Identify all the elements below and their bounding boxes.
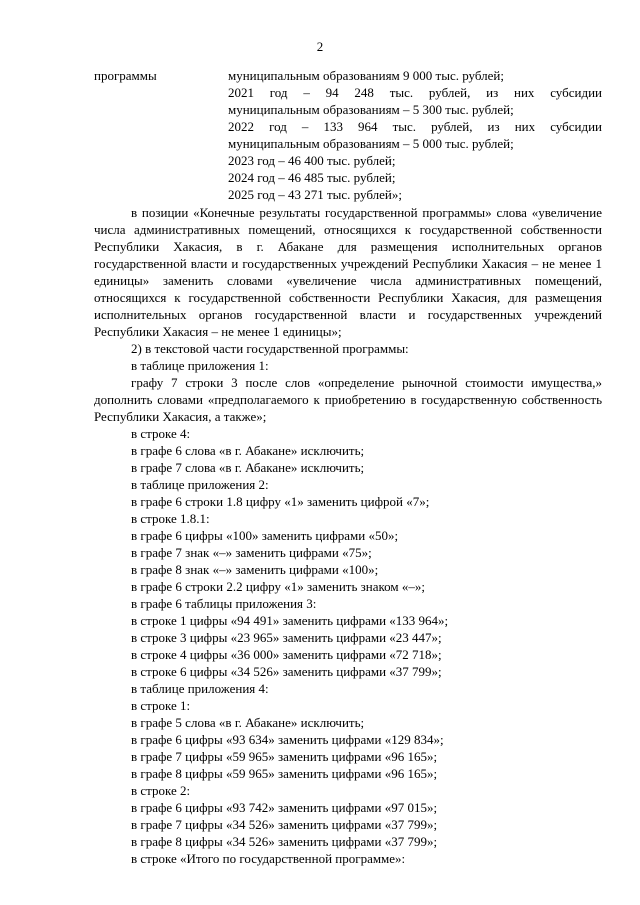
list-item: 2) в текстовой части государственной программы: (131, 341, 409, 356)
funding-line: муниципальным образованиям 9 000 тыс. рублей; (228, 68, 504, 83)
list-item: в графе 7 цифры «34 526» заменить цифрами «37 799»; (131, 817, 438, 832)
list-item: в графе 6 таблицы приложения 3: (131, 596, 317, 611)
list-item: в графе 6 строки 1.8 цифру «1» заменить цифрой «7»; (131, 494, 430, 509)
funding-line: 2023 год – 46 400 тыс. рублей; (228, 153, 396, 168)
document-body (94, 204, 602, 867)
funding-line: 2021 год – 94 248 тыс. рублей, из них субсидии (228, 85, 602, 100)
list-item: в строке 1 цифры «94 491» заменить цифрами «133 964»; (131, 613, 449, 628)
section-label: программы (94, 68, 157, 83)
funding-line: муниципальным образованиям – 5 300 тыс. рублей; (228, 102, 514, 117)
list-item: в строке 2: (131, 783, 191, 798)
list-item: в строке 1: (131, 698, 191, 713)
list-item: в графе 6 цифры «100» заменить цифрами «50»; (131, 528, 399, 543)
list-item: в строке 6 цифры «34 526» заменить цифрами «37 799»; (131, 664, 442, 679)
list-item: в графе 5 слова «в г. Абакане» исключить; (131, 715, 365, 730)
paragraph-column-7: графу 7 строки 3 после слов «определение рыночной стоимости имущества,» дополнить словами «предполагаемого к приобретению в государственную собственность Республики Хакасия, а также»; (94, 375, 602, 424)
list-item: в строке 4: (131, 426, 191, 441)
list-item: в графе 8 цифры «59 965» заменить цифрами «96 165»; (131, 766, 438, 781)
list-item: в графе 6 слова «в г. Абакане» исключить; (131, 443, 365, 458)
list-item: в графе 8 цифры «34 526» заменить цифрами «37 799»; (131, 834, 438, 849)
list-item: в графе 6 строки 2.2 цифру «1» заменить знаком «–»; (131, 579, 426, 594)
list-item: в графе 6 цифры «93 742» заменить цифрами «97 015»; (131, 800, 438, 815)
list-item: в таблице приложения 2: (131, 477, 269, 492)
list-item: в строке 3 цифры «23 965» заменить цифрами «23 447»; (131, 630, 442, 645)
list-item: в строке «Итого по государственной программе»: (131, 851, 406, 866)
list-item: в таблице приложения 1: (131, 358, 269, 373)
funding-line: 2025 год – 43 271 тыс. рублей»; (228, 187, 402, 202)
list-item: в строке 4 цифры «36 000» заменить цифрами «72 718»; (131, 647, 442, 662)
page-number: 2 (316, 39, 324, 54)
list-item: в таблице приложения 4: (131, 681, 269, 696)
funding-line: 2022 год – 133 964 тыс. рублей, из них субсидии (228, 119, 602, 134)
funding-line: 2024 год – 46 485 тыс. рублей; (228, 170, 396, 185)
list-item: в графе 8 знак «–» заменить цифрами «100»; (131, 562, 379, 577)
paragraph-final-results: в позиции «Конечные результаты государственной программы» слова «увеличение числа административных помещений, относящихся к государственной собственности Республики Хакасия, в г. Абакане для размещения исполнительных органов государственной власти и государственных учреждений Республики Хакасия – не менее 1 единицы» заменить словами «увеличение числа административных помещений, относящихся к государственной собственности Республики Хакасия, для размещения исполнительных органов государственной власти и государственных учреждений Республики Хакасия – не менее 1 единицы»; (94, 205, 602, 339)
funding-line: муниципальным образованиям – 5 000 тыс. рублей; (228, 136, 514, 151)
funding-column (228, 67, 602, 203)
list-item: в графе 6 цифры «93 634» заменить цифрами «129 834»; (131, 732, 444, 747)
list-item: в графе 7 знак «–» заменить цифрами «75»; (131, 545, 372, 560)
list-item: в строке 1.8.1: (131, 511, 210, 526)
list-item: в графе 7 слова «в г. Абакане» исключить; (131, 460, 365, 475)
list-item: в графе 7 цифры «59 965» заменить цифрами «96 165»; (131, 749, 438, 764)
